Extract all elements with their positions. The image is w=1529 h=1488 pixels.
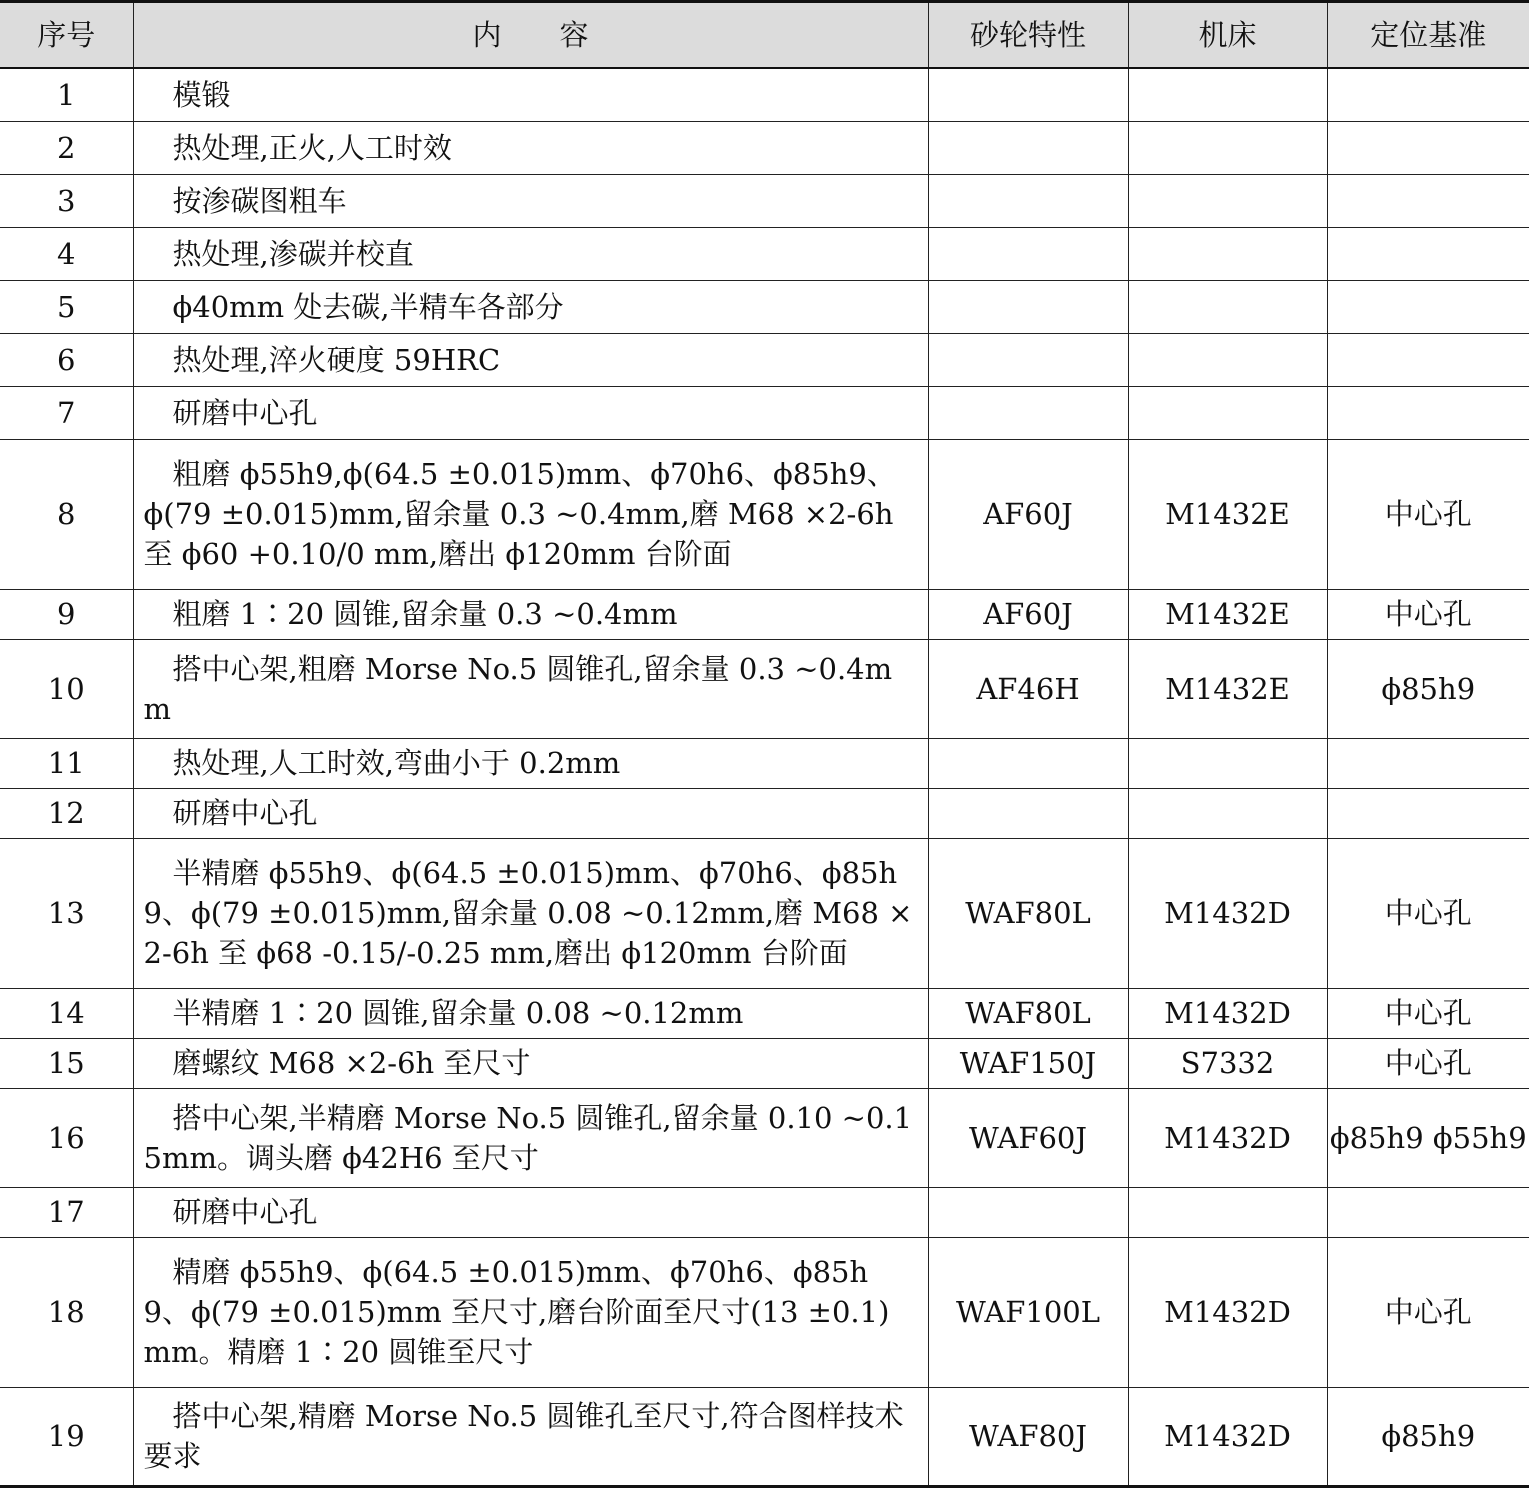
header-machine: 机床 xyxy=(1128,2,1327,69)
cell-datum xyxy=(1327,280,1529,333)
cell-content: 搭中心架,精磨 Morse No.5 圆锥孔至尺寸,符合图样技术要求 xyxy=(133,1387,928,1486)
cell-datum: 中心孔 xyxy=(1327,1237,1529,1387)
cell-content: 搭中心架,半精磨 Morse No.5 圆锥孔,留余量 0.10 ~0.15mm。调头磨 ϕ42H6 至尺寸 xyxy=(133,1088,928,1187)
cell-wheel xyxy=(928,174,1128,227)
table-row xyxy=(0,1038,1529,1088)
table-row xyxy=(0,738,1529,788)
cell-content: 搭中心架,粗磨 Morse No.5 圆锥孔,留余量 0.3 ~0.4mm xyxy=(133,639,928,738)
header-content: 内 容 xyxy=(133,2,928,69)
cell-datum xyxy=(1327,121,1529,174)
cell-machine xyxy=(1128,174,1327,227)
table-row xyxy=(0,988,1529,1038)
cell-machine: M1432E xyxy=(1128,639,1327,738)
cell-no: 10 xyxy=(0,639,133,738)
cell-machine xyxy=(1128,68,1327,121)
cell-machine: M1432E xyxy=(1128,589,1327,639)
cell-no: 6 xyxy=(0,333,133,386)
cell-machine: M1432D xyxy=(1128,1387,1327,1486)
cell-machine xyxy=(1128,1187,1327,1237)
table-row xyxy=(0,280,1529,333)
cell-datum: 中心孔 xyxy=(1327,439,1529,589)
cell-machine xyxy=(1128,227,1327,280)
cell-wheel xyxy=(928,333,1128,386)
cell-datum: ϕ85h9 xyxy=(1327,639,1529,738)
cell-no: 18 xyxy=(0,1237,133,1387)
table-row xyxy=(0,68,1529,121)
table-row xyxy=(0,589,1529,639)
cell-datum: 中心孔 xyxy=(1327,988,1529,1038)
table-row xyxy=(0,174,1529,227)
cell-no: 12 xyxy=(0,788,133,838)
cell-datum: 中心孔 xyxy=(1327,838,1529,988)
cell-datum xyxy=(1327,386,1529,439)
table-row xyxy=(0,788,1529,838)
cell-no: 14 xyxy=(0,988,133,1038)
cell-content: 热处理,人工时效,弯曲小于 0.2mm xyxy=(133,738,928,788)
table-row xyxy=(0,1088,1529,1187)
cell-content: 热处理,淬火硬度 59HRC xyxy=(133,333,928,386)
table-row xyxy=(0,439,1529,589)
cell-datum xyxy=(1327,738,1529,788)
cell-datum: ϕ85h9 xyxy=(1327,1387,1529,1486)
cell-machine xyxy=(1128,788,1327,838)
cell-content: 粗磨 1∶20 圆锥,留余量 0.3 ~0.4mm xyxy=(133,589,928,639)
cell-no: 4 xyxy=(0,227,133,280)
cell-wheel: AF60J xyxy=(928,439,1128,589)
cell-machine: M1432D xyxy=(1128,988,1327,1038)
cell-wheel: AF60J xyxy=(928,589,1128,639)
cell-no: 8 xyxy=(0,439,133,589)
cell-content: ϕ40mm 处去碳,半精车各部分 xyxy=(133,280,928,333)
cell-no: 11 xyxy=(0,738,133,788)
cell-wheel: WAF60J xyxy=(928,1088,1128,1187)
cell-machine xyxy=(1128,121,1327,174)
table-row xyxy=(0,639,1529,738)
cell-no: 1 xyxy=(0,68,133,121)
cell-content: 研磨中心孔 xyxy=(133,788,928,838)
cell-no: 5 xyxy=(0,280,133,333)
cell-datum: 中心孔 xyxy=(1327,1038,1529,1088)
table-row xyxy=(0,333,1529,386)
cell-content: 粗磨 ϕ55h9,ϕ(64.5 ±0.015)mm、ϕ70h6、ϕ85h9、ϕ(79 ±0.015)mm,留余量 0.3 ~0.4mm,磨 M68 ×2-6h 至 ϕ60 +0.10/0 mm,磨出 ϕ120mm 台阶面 xyxy=(133,439,928,589)
cell-machine: M1432D xyxy=(1128,838,1327,988)
cell-wheel xyxy=(928,121,1128,174)
table-row xyxy=(0,386,1529,439)
table-row xyxy=(0,838,1529,988)
cell-datum: 中心孔 xyxy=(1327,589,1529,639)
header-no: 序号 xyxy=(0,2,133,69)
cell-machine: M1432E xyxy=(1128,439,1327,589)
cell-content: 半精磨 ϕ55h9、ϕ(64.5 ±0.015)mm、ϕ70h6、ϕ85h9、ϕ(79 ±0.015)mm,留余量 0.08 ~0.12mm,磨 M68 ×2-6h 至 ϕ68 -0.15/-0.25 mm,磨出 ϕ120mm 台阶面 xyxy=(133,838,928,988)
cell-wheel xyxy=(928,227,1128,280)
cell-no: 2 xyxy=(0,121,133,174)
cell-wheel xyxy=(928,1187,1128,1237)
cell-no: 7 xyxy=(0,386,133,439)
cell-datum xyxy=(1327,788,1529,838)
cell-wheel: WAF100L xyxy=(928,1237,1128,1387)
cell-content: 研磨中心孔 xyxy=(133,1187,928,1237)
cell-datum xyxy=(1327,68,1529,121)
header-wheel: 砂轮特性 xyxy=(928,2,1128,69)
cell-no: 3 xyxy=(0,174,133,227)
cell-content: 研磨中心孔 xyxy=(133,386,928,439)
cell-datum: ϕ85h9 ϕ55h9 xyxy=(1327,1088,1529,1187)
cell-no: 17 xyxy=(0,1187,133,1237)
cell-wheel xyxy=(928,280,1128,333)
cell-content: 按渗碳图粗车 xyxy=(133,174,928,227)
cell-machine: S7332 xyxy=(1128,1038,1327,1088)
table-row xyxy=(0,227,1529,280)
cell-machine xyxy=(1128,280,1327,333)
cell-wheel xyxy=(928,738,1128,788)
table-row xyxy=(0,1237,1529,1387)
cell-content: 热处理,渗碳并校直 xyxy=(133,227,928,280)
cell-wheel: WAF80J xyxy=(928,1387,1128,1486)
header-row xyxy=(0,2,1529,69)
cell-no: 13 xyxy=(0,838,133,988)
table-row xyxy=(0,121,1529,174)
header-datum: 定位基准 xyxy=(1327,2,1529,69)
cell-no: 9 xyxy=(0,589,133,639)
cell-content: 精磨 ϕ55h9、ϕ(64.5 ±0.015)mm、ϕ70h6、ϕ85h9、ϕ(79 ±0.015)mm 至尺寸,磨台阶面至尺寸(13 ±0.1)mm。精磨 1∶20 圆锥至尺寸 xyxy=(133,1237,928,1387)
cell-machine xyxy=(1128,333,1327,386)
cell-datum xyxy=(1327,174,1529,227)
cell-content: 磨螺纹 M68 ×2-6h 至尺寸 xyxy=(133,1038,928,1088)
cell-machine: M1432D xyxy=(1128,1237,1327,1387)
cell-content: 模锻 xyxy=(133,68,928,121)
table-row xyxy=(0,1387,1529,1486)
cell-content: 热处理,正火,人工时效 xyxy=(133,121,928,174)
cell-wheel: AF46H xyxy=(928,639,1128,738)
cell-datum xyxy=(1327,227,1529,280)
cell-wheel: WAF80L xyxy=(928,988,1128,1038)
cell-wheel: WAF80L xyxy=(928,838,1128,988)
cell-no: 16 xyxy=(0,1088,133,1187)
table-row xyxy=(0,1187,1529,1237)
cell-wheel xyxy=(928,68,1128,121)
cell-wheel xyxy=(928,788,1128,838)
cell-machine xyxy=(1128,738,1327,788)
cell-content: 半精磨 1∶20 圆锥,留余量 0.08 ~0.12mm xyxy=(133,988,928,1038)
cell-datum xyxy=(1327,1187,1529,1237)
cell-datum xyxy=(1327,333,1529,386)
cell-machine: M1432D xyxy=(1128,1088,1327,1187)
cell-wheel xyxy=(928,386,1128,439)
cell-no: 19 xyxy=(0,1387,133,1486)
cell-no: 15 xyxy=(0,1038,133,1088)
cell-wheel: WAF150J xyxy=(928,1038,1128,1088)
cell-machine xyxy=(1128,386,1327,439)
